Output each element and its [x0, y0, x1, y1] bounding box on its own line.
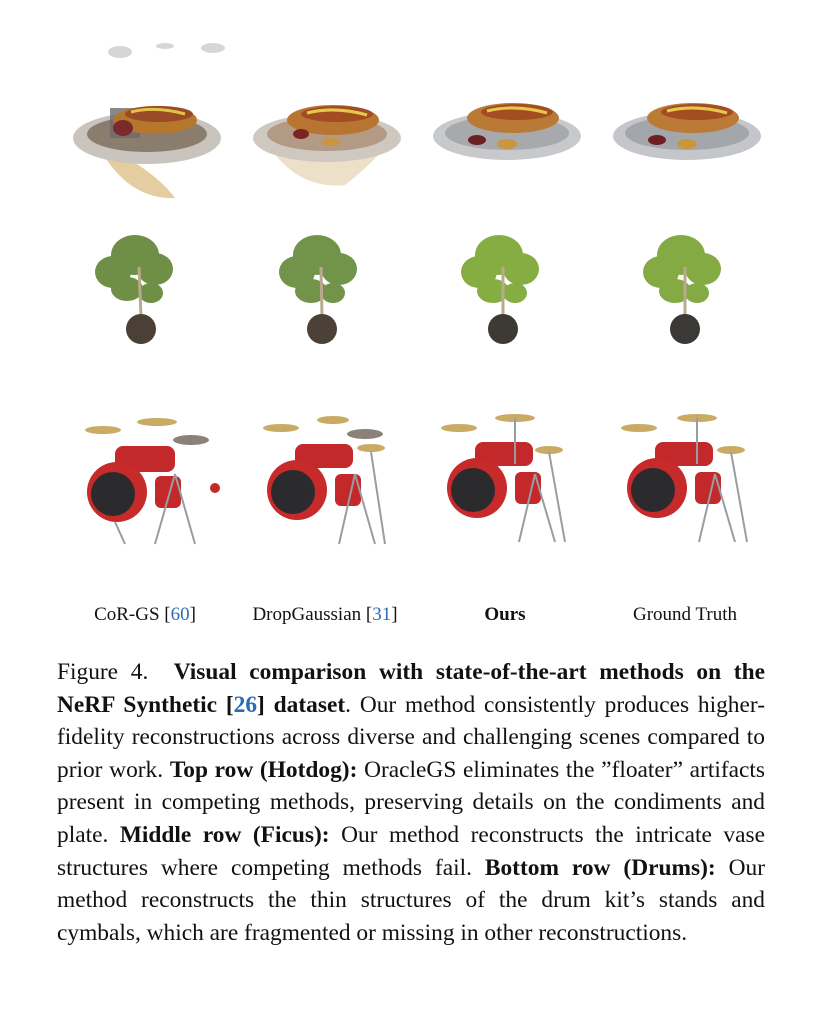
- ficus-dropgaussian-image: [235, 217, 415, 403]
- hotdog-groundtruth-image: [595, 30, 775, 216]
- drums-corgs-image: [55, 404, 235, 590]
- column-label-ours: Ours: [484, 604, 526, 625]
- drums-ours-image: [415, 404, 595, 590]
- citation-link[interactable]: 26: [233, 691, 258, 718]
- comparison-grid: [55, 30, 775, 590]
- hotdog-ours-image: [415, 30, 595, 216]
- ficus-corgs-image: [55, 217, 235, 403]
- column-labels: [55, 602, 775, 628]
- hotdog-dropgaussian-image: [235, 30, 415, 216]
- column-label-groundtruth: Ground Truth: [633, 604, 737, 625]
- citation-link[interactable]: 60: [170, 604, 190, 625]
- figure-caption: Figure 4. Visual comparison with state-of-the-art methods on the NeRF Synthetic [26] dataset. Our method consistently produces higher-fidelity reconstructions across diverse and challenging scenes compared to prior work. Top row (Hotdog): OracleGS eliminates the ”floater” artifacts present in competing methods, preserving details on the condiments and plate. Middle row (Ficus): Our method reconstructs the intricate vase structures where competing methods fail. Bottom row (Drums): Our method reconstructs the thin structures of the drum kit’s stands and cymbals, which are fragmented or missing in other reconstructions.: [57, 659, 765, 946]
- drums-groundtruth-image: [595, 404, 775, 590]
- hotdog-corgs-image: [55, 30, 235, 216]
- figure-label: Figure 4.: [57, 659, 149, 685]
- drums-dropgaussian-image: [235, 404, 415, 590]
- column-label-dropgaussian: DropGaussian [31]: [252, 604, 398, 625]
- ficus-ours-image: [415, 217, 595, 403]
- citation-link[interactable]: 31: [372, 604, 392, 625]
- column-label-corgs: CoR-GS [60]: [94, 604, 196, 625]
- ficus-groundtruth-image: [595, 217, 775, 403]
- caption-title: Visual comparison with state-of-the-art methods on the NeRF Synthetic [26] dataset: [57, 659, 765, 718]
